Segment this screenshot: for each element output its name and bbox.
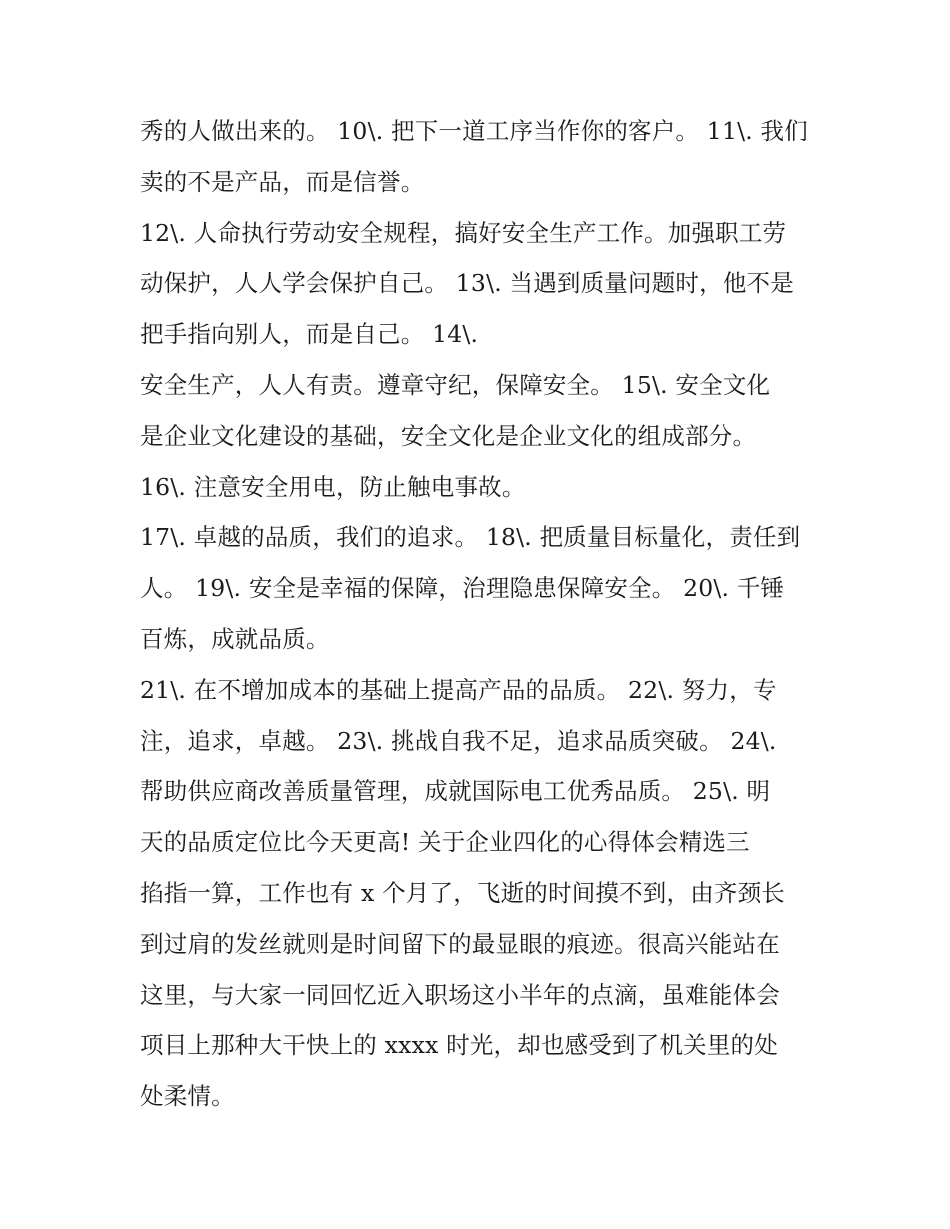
text-line: 动保护，人人学会保护自己。 13\. 当遇到质量问题时，他不是 — [140, 269, 794, 298]
text-line: 掐指一算，工作也有 x 个月了，飞逝的时间摸不到，由齐颈长 — [140, 878, 785, 907]
text-line: 到过肩的发丝就则是时间留下的最显眼的痕迹。很高兴能站在 — [140, 929, 780, 958]
text-line: 人。 19\. 安全是幸福的保障，治理隐患保障安全。 20\. 千锤 — [140, 574, 785, 603]
text-line: 17\. 卓越的品质，我们的追求。 18\. 把质量目标量化，责任到 — [140, 523, 801, 552]
text-line: 卖的不是产品，而是信誉。 — [140, 167, 425, 196]
text-line: 21\. 在不增加成本的基础上提高产品的品质。 22\. 努力，专 — [140, 675, 777, 704]
text-line: 16\. 注意安全用电，防止触电事故。 — [140, 472, 526, 501]
text-line: 项目上那种大干快上的 xxxx 时光，却也感受到了机关里的处 — [140, 1031, 778, 1060]
text-line: 这里，与大家一同回忆近入职场这小半年的点滴，虽难能体会 — [140, 980, 780, 1009]
text-line: 注，追求，卓越。 23\. 挑战自我不足，追求品质突破。 24\. — [140, 726, 777, 755]
text-line: 12\. 人命执行劳动安全规程，搞好安全生产工作。加强职工劳 — [140, 218, 787, 247]
body-text — [140, 106, 830, 1122]
text-line: 是企业文化建设的基础，安全文化是企业文化的组成部分。 — [140, 421, 757, 450]
text-line: 安全生产，人人有责。遵章守纪，保障安全。 15\. 安全文化 — [140, 370, 771, 399]
text-line: 百炼，成就品质。 — [140, 624, 330, 653]
text-line: 把手指向别人，而是自己。 14\. — [140, 320, 479, 349]
text-line: 处柔情。 — [140, 1082, 235, 1111]
text-line: 天的品质定位比今天更高! 关于企业四化的心得体会精选三 — [140, 828, 750, 857]
text-line: 秀的人做出来的。 10\. 把下一道工序当作你的客户。 11\. 我们 — [140, 117, 808, 145]
text-line: 帮助供应商改善质量管理，成就国际电工优秀品质。 25\. 明 — [140, 777, 771, 806]
